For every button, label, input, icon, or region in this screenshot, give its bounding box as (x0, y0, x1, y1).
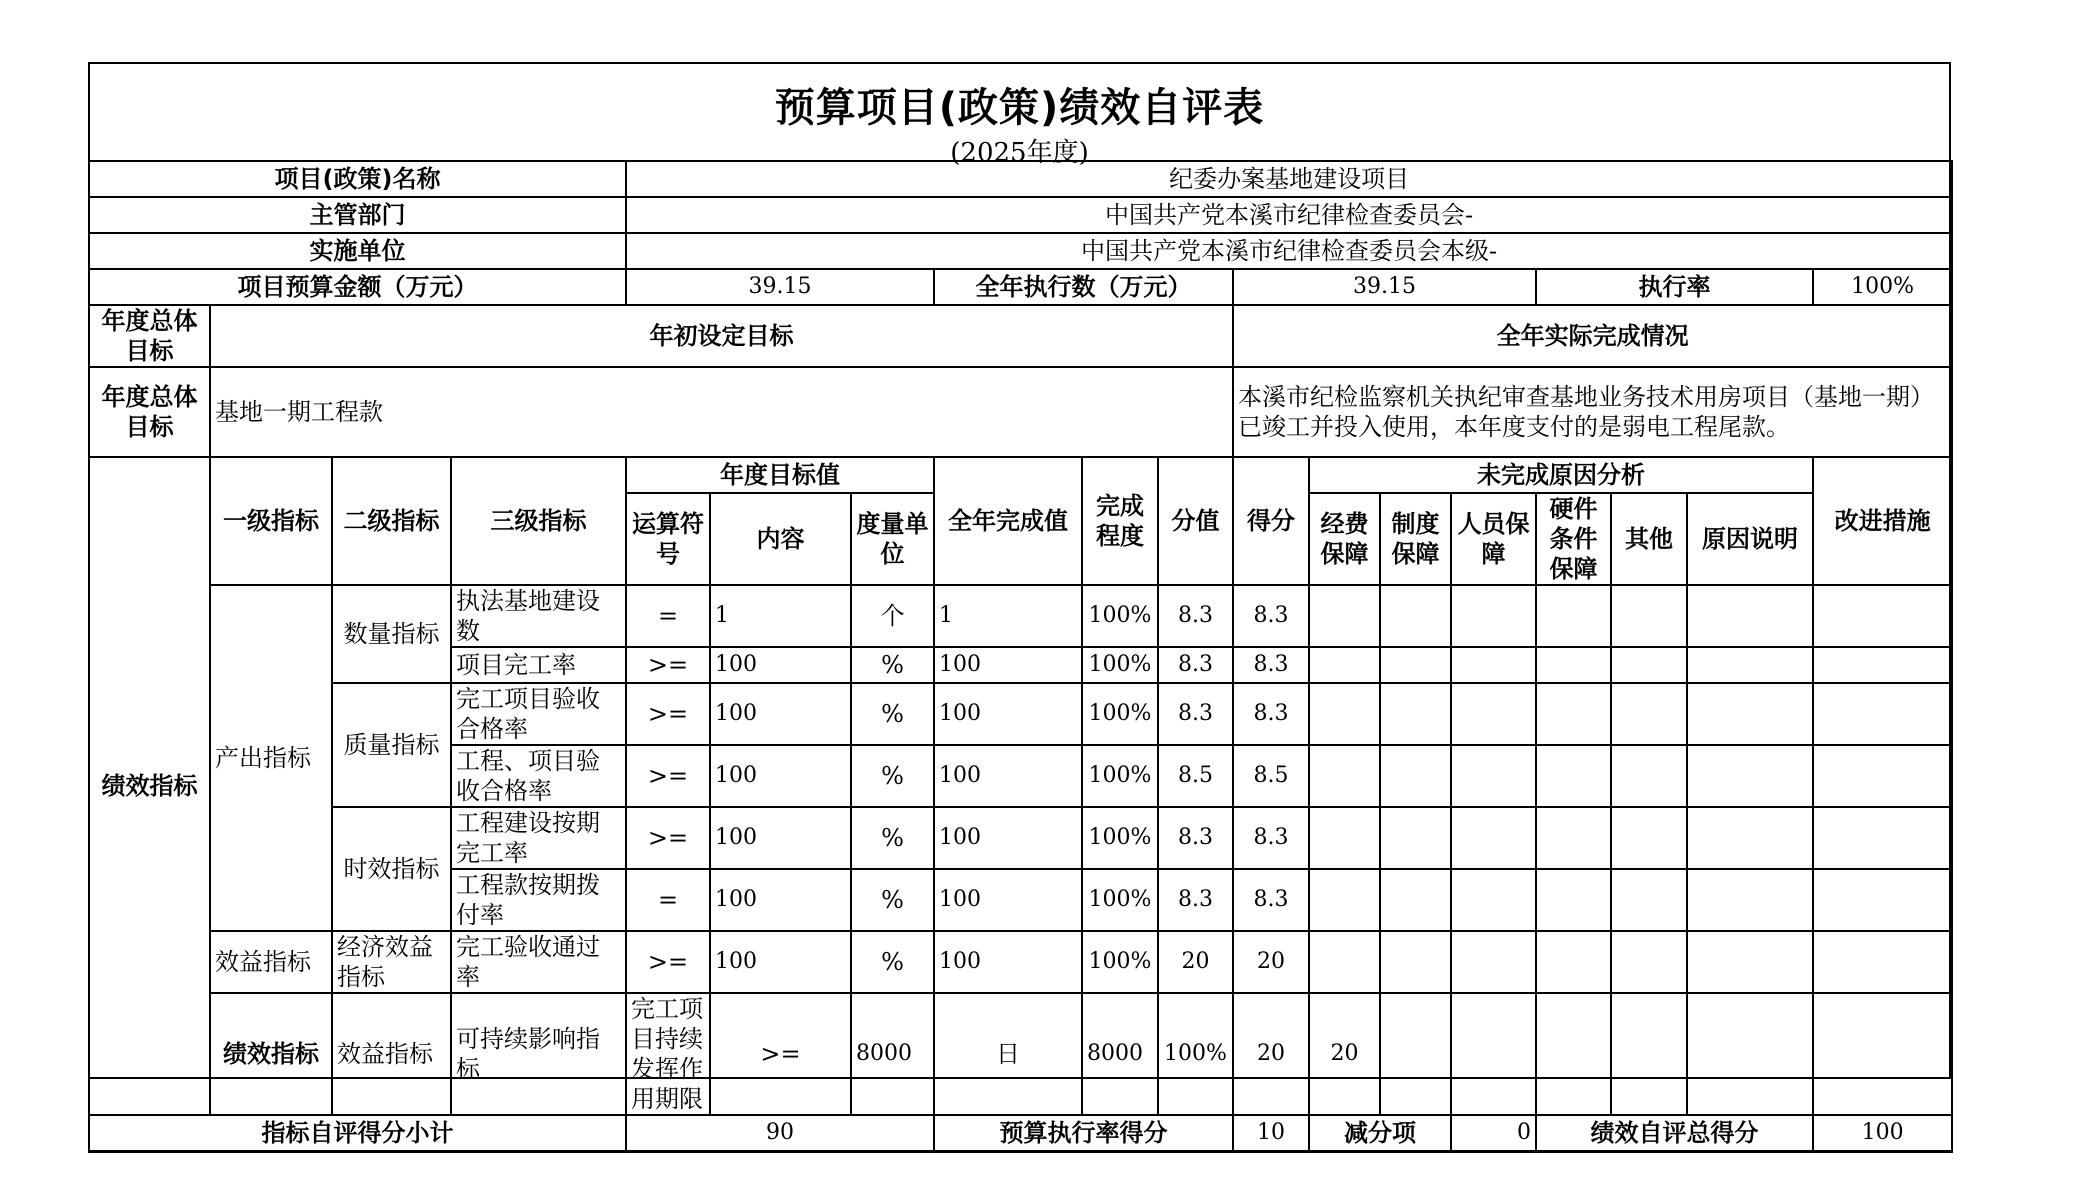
empty-cell (1309, 683, 1380, 745)
deduct-label: 减分项 (1309, 1115, 1451, 1151)
empty-cell (1813, 683, 1952, 745)
operator-cell: >= (626, 683, 710, 745)
page-title: 预算项目(政策)绩效自评表 (774, 85, 1265, 131)
score-cell: 8.3 (1233, 585, 1309, 647)
score-header: 得分 (1233, 457, 1309, 585)
goal-label: 年度总体目标 (89, 305, 210, 367)
level1-header: 一级指标 (210, 457, 332, 585)
unit-cell: % (851, 683, 934, 745)
annual-target-header: 年度目标值 (626, 457, 934, 493)
value-cell: 8.3 (1158, 647, 1233, 683)
empty-cell (1813, 869, 1952, 931)
level3-cell: 完工项目验收合格率 (451, 683, 626, 745)
empty-cell (1813, 745, 1952, 807)
degree-cell: 100% (1082, 647, 1158, 683)
exec-label: 全年执行数（万元） (934, 269, 1233, 305)
empty-cell (1451, 745, 1536, 807)
done-cell: 100 (934, 745, 1082, 807)
level3-header: 三级指标 (451, 457, 626, 585)
empty-cell (1536, 683, 1611, 745)
level2-header: 二级指标 (332, 457, 451, 585)
empty-cell (1380, 807, 1451, 869)
empty-cell (1536, 993, 1611, 1115)
empty-cell (1536, 869, 1611, 931)
level2-quality: 质量指标 (332, 683, 451, 807)
empty-cell (1309, 869, 1380, 931)
value-cell: 20 (1158, 931, 1233, 993)
exec-value: 39.15 (1233, 269, 1536, 305)
value-cell: 8.5 (1158, 745, 1233, 807)
project-name-label: 项目(政策)名称 (89, 161, 626, 197)
value-cell: 8.3 (1158, 683, 1233, 745)
level2-economic: 经济效益指标 (332, 931, 451, 993)
level1-benefit: 效益指标 (210, 931, 332, 993)
empty-cell (1309, 807, 1380, 869)
empty-cell (1611, 993, 1687, 1115)
degree-cell: 100% (1082, 807, 1158, 869)
empty-cell (1611, 807, 1687, 869)
budget-score-value: 10 (1233, 1115, 1309, 1151)
table-row (89, 585, 1952, 647)
empty-cell (1451, 683, 1536, 745)
improve-header: 改进措施 (1813, 457, 1952, 585)
evaluation-table (88, 160, 1953, 1153)
unit-cell: % (851, 931, 934, 993)
level3-cell: 执法基地建设数 (451, 585, 626, 647)
unit-header: 度量单位 (851, 493, 934, 585)
level3-cell: 项目完工率 (451, 647, 626, 683)
content-cell: 100 (710, 745, 851, 807)
content-cell: 100 (710, 931, 851, 993)
empty-cell (1536, 807, 1611, 869)
reason-hardware-header: 硬件条件保障 (1536, 493, 1611, 585)
content-cell: 100 (710, 683, 851, 745)
value-cell: 8.3 (1158, 585, 1233, 647)
empty-cell (1813, 585, 1952, 647)
empty-cell (1536, 647, 1611, 683)
empty-cell (1451, 869, 1536, 931)
content-cell: 1 (710, 585, 851, 647)
empty-cell (1380, 683, 1451, 745)
done-cell: 100 (934, 647, 1082, 683)
operator-cell: = (626, 869, 710, 931)
score-cell: 8.5 (1233, 745, 1309, 807)
empty-cell (1309, 585, 1380, 647)
empty-cell (1687, 869, 1813, 931)
empty-cell (1380, 647, 1451, 683)
reason-other-header: 其他 (1611, 493, 1687, 585)
score-cell: 8.3 (1233, 869, 1309, 931)
initial-goal-text: 基地一期工程款 (210, 367, 1233, 457)
unit-cell: 个 (851, 585, 934, 647)
dept-value: 中国共产党本溪市纪律检查委员会- (626, 197, 1952, 233)
level3-cell: 工程款按期拨付率 (451, 869, 626, 931)
operator-cell: >= (626, 647, 710, 683)
value-cell: 8.3 (1158, 807, 1233, 869)
done-cell: 100 (934, 869, 1082, 931)
table-row (89, 931, 1952, 993)
perf-indicator-label: 绩效指标 (89, 457, 210, 1115)
full-year-header: 全年完成值 (934, 457, 1082, 585)
empty-cell (1536, 931, 1611, 993)
unit-label: 实施单位 (89, 233, 626, 269)
unit-cell: % (851, 869, 934, 931)
level1-output: 产出指标 (210, 585, 332, 931)
level3-cell: 完工项目持续发挥作用期限 (626, 993, 710, 1115)
empty-cell (1451, 647, 1536, 683)
table-row (89, 993, 1952, 1115)
rate-label: 执行率 (1536, 269, 1813, 305)
initial-goal-header: 年初设定目标 (210, 305, 1233, 367)
budget-value: 39.15 (626, 269, 934, 305)
content-cell: 100 (710, 807, 851, 869)
empty-cell (1813, 931, 1952, 993)
empty-cell (1687, 585, 1813, 647)
empty-cell (1687, 745, 1813, 807)
empty-cell (1380, 993, 1451, 1115)
operator-cell: >= (626, 931, 710, 993)
operator-cell: >= (710, 993, 851, 1115)
empty-cell (1451, 807, 1536, 869)
deduct-value: 0 (1451, 1115, 1536, 1151)
operator-cell: >= (626, 807, 710, 869)
score-cell: 8.3 (1233, 647, 1309, 683)
empty-cell (1687, 807, 1813, 869)
content-header: 内容 (710, 493, 851, 585)
degree-cell: 100% (1082, 869, 1158, 931)
empty-cell (1687, 993, 1813, 1115)
content-cell: 100 (710, 869, 851, 931)
table-row (89, 683, 1952, 745)
value-cell: 20 (1233, 993, 1309, 1115)
total-label: 绩效自评总得分 (1536, 1115, 1813, 1151)
level2-quantity: 数量指标 (332, 585, 451, 683)
score-cell: 8.3 (1233, 683, 1309, 745)
unit-value: 中国共产党本溪市纪律检查委员会本级- (626, 233, 1952, 269)
subtotal-label: 指标自评得分小计 (89, 1115, 626, 1151)
empty-cell (1451, 993, 1536, 1115)
score-value-header: 分值 (1158, 457, 1233, 585)
level3-cell: 完工验收通过率 (451, 931, 626, 993)
content-cell: 100 (710, 647, 851, 683)
level2-timeliness: 时效指标 (332, 807, 451, 931)
empty-cell (1611, 931, 1687, 993)
level1-benefit: 效益指标 (332, 993, 451, 1115)
budget-score-label: 预算执行率得分 (934, 1115, 1233, 1151)
dept-label: 主管部门 (89, 197, 626, 233)
rate-value: 100% (1813, 269, 1952, 305)
reason-staff-header: 人员保障 (1451, 493, 1536, 585)
empty-cell (1611, 745, 1687, 807)
score-cell: 20 (1233, 931, 1309, 993)
empty-cell (1380, 585, 1451, 647)
score-cell: 8.3 (1233, 807, 1309, 869)
empty-cell (1687, 683, 1813, 745)
reason-explain-header: 原因说明 (1687, 493, 1813, 585)
unit-cell: % (851, 647, 934, 683)
empty-cell (1380, 869, 1451, 931)
done-cell: 8000 (1082, 993, 1158, 1115)
subtotal-value: 90 (626, 1115, 934, 1151)
done-cell: 100 (934, 807, 1082, 869)
budget-label: 项目预算金额（万元） (89, 269, 626, 305)
degree-cell: 100% (1082, 931, 1158, 993)
unit-cell: % (851, 745, 934, 807)
empty-cell (1611, 683, 1687, 745)
degree-cell: 100% (1082, 683, 1158, 745)
project-name-value: 纪委办案基地建设项目 (626, 161, 1952, 197)
empty-cell (1611, 647, 1687, 683)
empty-cell (1309, 647, 1380, 683)
score-cell: 20 (1309, 993, 1380, 1115)
empty-cell (1687, 931, 1813, 993)
content-cell: 8000 (851, 993, 934, 1115)
page-subtitle: (2025年度) (950, 138, 1089, 168)
reason-system-header: 制度保障 (1380, 493, 1451, 585)
unit-cell: % (851, 807, 934, 869)
empty-cell (1451, 931, 1536, 993)
empty-cell (1536, 745, 1611, 807)
reason-analysis-header: 未完成原因分析 (1309, 457, 1813, 493)
done-cell: 1 (934, 585, 1082, 647)
done-cell: 100 (934, 931, 1082, 993)
level3-cell: 工程建设按期完工率 (451, 807, 626, 869)
empty-cell (1813, 993, 1952, 1115)
reason-fund-header: 经费保障 (1309, 493, 1380, 585)
empty-cell (1380, 931, 1451, 993)
empty-cell (1813, 807, 1952, 869)
empty-cell (1813, 647, 1952, 683)
operator-cell: = (626, 585, 710, 647)
empty-cell (1451, 585, 1536, 647)
empty-cell (1687, 647, 1813, 683)
perf-indicator-label: 绩效指标 (210, 993, 332, 1115)
done-cell: 100 (934, 683, 1082, 745)
table-row (89, 807, 1952, 869)
operator-cell: >= (626, 745, 710, 807)
goal-label: 年度总体目标 (89, 367, 210, 457)
empty-cell (1309, 745, 1380, 807)
unit-cell: 日 (934, 993, 1082, 1115)
empty-cell (1380, 745, 1451, 807)
actual-goal-text: 本溪市纪检监察机关执纪审查基地业务技术用房项目（基地一期）已竣工并投入使用，本年度支付的是弱电工程尾款。 (1233, 367, 1952, 457)
empty-cell (1611, 869, 1687, 931)
degree-cell: 100% (1082, 745, 1158, 807)
value-cell: 8.3 (1158, 869, 1233, 931)
degree-cell: 100% (1082, 585, 1158, 647)
actual-goal-header: 全年实际完成情况 (1233, 305, 1952, 367)
level2-sustain: 可持续影响指标 (451, 993, 626, 1115)
empty-cell (1536, 585, 1611, 647)
empty-cell (1309, 931, 1380, 993)
degree-header: 完成程度 (1082, 457, 1158, 585)
empty-cell (1611, 585, 1687, 647)
operator-header: 运算符号 (626, 493, 710, 585)
degree-cell: 100% (1158, 993, 1233, 1115)
level3-cell: 工程、项目验收合格率 (451, 745, 626, 807)
total-value: 100 (1813, 1115, 1952, 1151)
